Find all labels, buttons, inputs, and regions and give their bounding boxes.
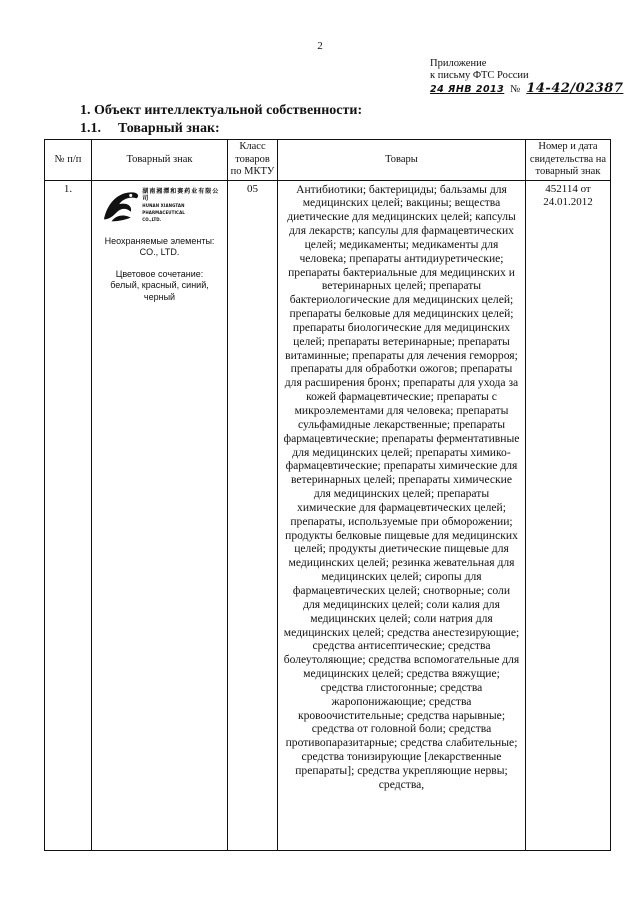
logo-english-name: HUNAN XIANGTAN PHARMACEUTICAL xyxy=(142,203,185,215)
appendix-line-1: Приложение xyxy=(430,58,487,69)
header-num: № п/п xyxy=(45,140,92,181)
appendix-line-2: к письму ФТС России xyxy=(430,70,529,81)
trademark-table xyxy=(44,139,611,851)
logo-ltd: CO.,LTD. xyxy=(142,217,162,222)
certificate-cell xyxy=(526,180,611,850)
color-combination-label: Цветовое сочетание: xyxy=(115,268,204,279)
row-number: 1. xyxy=(45,180,92,850)
header-certificate: Номер и дата свидетельства на товарный знак xyxy=(526,140,611,181)
unprotected-elements-value: CO., LTD. xyxy=(139,247,180,257)
color-combination-value: белый, красный, синий, черный xyxy=(110,280,209,302)
logo-chinese-name: 湖南湘潭和赛药业有限公司 xyxy=(142,188,220,202)
table-row xyxy=(45,180,611,850)
header-goods: Товары xyxy=(278,140,526,181)
subsection-number: 1.1. xyxy=(80,121,101,136)
handwritten-letter-number: 14-42/02387 xyxy=(526,81,624,96)
trademark-emblem-icon xyxy=(102,186,140,226)
section-heading: 1. Объект интеллектуальной собственности: xyxy=(80,103,363,118)
subsection-heading xyxy=(80,121,220,137)
header-trademark: Товарный знак xyxy=(92,140,228,181)
handwritten-date: 24 ЯНВ 2013 xyxy=(430,84,505,95)
number-sign: № xyxy=(510,84,521,95)
header-class: Класс товаров по МКТУ xyxy=(228,140,278,181)
mktu-class: 05 xyxy=(228,180,278,850)
page-number: 2 xyxy=(317,40,323,52)
table-header-row xyxy=(45,140,611,181)
subsection-title: Товарный знак: xyxy=(118,121,220,136)
trademark-logo xyxy=(102,186,225,226)
trademark-logo-text xyxy=(142,188,225,223)
certificate-date: 24.01.2012 xyxy=(543,195,593,208)
goods-list: Антибиотики; бактерициды; бальзамы для медицинских целей; вакцины; вещества диетические для медицинских целей; капсулы для лекарств; капсулы для фармацевтических целей; медикаменты; медикаменты для человека; препараты антидиуретические; препараты бактериальные для медицинских и ветеринарных целей; препараты бактериологические для медицинских целей; препараты белковые для медицинских целей; препараты биологические для медицинских целей; препараты ветеринарные; препараты витаминные; препараты для лечения геморроя; препараты для обработки ожогов; препараты для расширения бронх; препараты для ухода за кожей фармацевтические; препараты с микроэлементами для человека; препараты сульфамидные лекарственные; препараты фармацевтические; препараты ферментативные для медицинских целей; препараты химико-фармацевтические; препараты химические для ветеринарных целей; препараты химические для медицинских целей; препараты химические для фармацевтических целей; препараты, используемые при обморожении; продукты белковые пищевые для медицинских целей; продукты диетические пищевые для медицинских целей; резинка жевательная для медицинских целей; сиропы для фармацевтических целей; снотворные; соли для медицинских целей; соли калия для медицинских целей; соли натрия для медицинских целей; средства анестезирующие; средства антисептические; средства болеутоляющие; средства вспомогательные для медицинских целей; средства вяжущие; средства глистогонные; средства жаропонижающие; средства кровоочистительные; средства нарывные; средства от головной боли; средства противопаразитарные; средства слабительные; средства тонизирующие [лекарственные препараты]; средства укрепляющие нервы; средства, xyxy=(278,180,526,850)
unprotected-elements-label: Неохраняемые элементы: xyxy=(104,235,215,246)
appendix-handwritten-line xyxy=(430,83,623,96)
appendix-block xyxy=(430,58,623,96)
trademark-cell xyxy=(92,180,228,850)
certificate-number: 452114 от xyxy=(545,182,591,195)
